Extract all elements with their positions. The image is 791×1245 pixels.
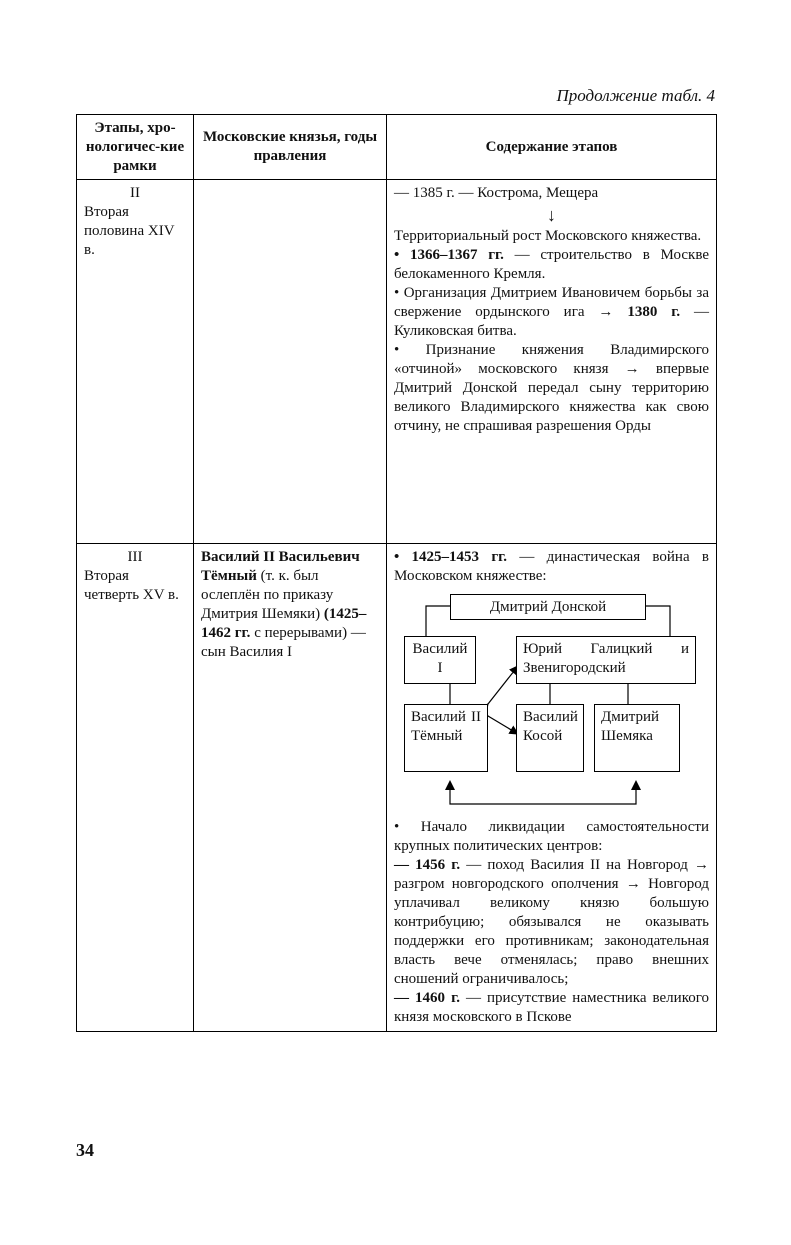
stage-period: Вторая четверть XV в.	[84, 568, 179, 603]
paragraph-text: — строительство в Москве белокаменного Кремля.	[394, 247, 709, 282]
box-vasily-ii: Василий II Тёмный	[404, 704, 488, 772]
dynasty-diagram	[404, 592, 700, 814]
table-caption: Продолжение табл. 4	[556, 86, 715, 105]
stage-cell	[77, 544, 194, 1032]
box-vasily-kosoy: Василий Косой	[516, 704, 584, 772]
content-paragraph: • Начало ликвидации самостоятельности крупных политических центров:	[394, 819, 709, 854]
stage-number: III	[127, 549, 143, 565]
paragraph-text: — династическая война в Московском княжестве:	[394, 549, 710, 584]
date-bold: 1380 г.	[627, 304, 681, 320]
date-bold: • 1366–1367 гг.	[394, 247, 504, 263]
box-dmitry-donskoy: Дмитрий Донской	[450, 594, 646, 620]
box-vasily-i: Василий I	[404, 636, 476, 684]
content-paragraph	[394, 284, 709, 341]
prince-text: (т. к. был ослеплён по приказу Дмитрия Шемяки)	[201, 568, 334, 622]
header-content: Содержание этапов	[387, 115, 717, 180]
diagram-connectors	[404, 592, 700, 814]
content-paragraph	[394, 548, 709, 586]
date-bold: • 1425–1453 гг.	[394, 549, 508, 565]
paragraph-text: — присутствие наместника великого князя московского в Пскове	[394, 990, 709, 1025]
stage-cell	[77, 180, 194, 544]
box-dmitry-shemyaka: Дмитрий Шемяка	[594, 704, 680, 772]
content-cell	[387, 544, 717, 1032]
stage-period: Вторая половина XIV в.	[84, 204, 175, 258]
box-yury: Юрий Галицкий и Звенигородский	[516, 636, 696, 684]
prince-cell	[194, 544, 387, 1032]
header-stages: Этапы, хро-нологичес-кие рамки	[77, 115, 194, 180]
prince-name: Василий II Васильевич Тёмный	[201, 549, 360, 584]
prince-text: с перерывами) — сын Василия I	[201, 625, 366, 660]
content-line: — 1385 г. — Кострома, Мещера	[394, 185, 599, 201]
stage-number: II	[130, 185, 140, 201]
content-paragraph	[394, 246, 709, 284]
prince-cell	[194, 180, 387, 544]
content-paragraph	[394, 989, 709, 1027]
content-cell	[387, 180, 717, 544]
page-number: 34	[76, 1140, 94, 1160]
history-table	[76, 114, 717, 1032]
header-princes: Московские князья, годы правления	[194, 115, 387, 180]
date-bold: — 1456 г.	[394, 857, 461, 873]
table-row	[77, 544, 717, 1032]
paragraph-text: — Куликовская битва.	[394, 304, 709, 339]
content-paragraph: Территориальный рост Московского княжества.	[394, 228, 702, 244]
content-paragraph: • Признание княжения Владимирского «отчиной» московского князя → впервые Дмитрий Донской передал сыну территорию великого Владимирского княжества как свою отчину, не спрашивая разрешения Орды	[394, 342, 709, 434]
paragraph-text: • Организация Дмитрием Ивановичем борьбы за свержение ордынского ига →	[394, 285, 709, 320]
date-bold: — 1460 г.	[394, 990, 460, 1006]
reign-years: (1425–1462 гг.	[201, 606, 367, 641]
table-row	[77, 180, 717, 544]
paragraph-text: — поход Василия II на Новгород → разгром новгородского ополчения → Новгород уплачивал великому князю большую контрибуцию; обязывался не оказывать поддержки его противникам; законодательная власть вече отменялась; право внешних сношений ограничивалось;	[394, 857, 709, 987]
header-row	[77, 115, 717, 180]
content-paragraph	[394, 856, 709, 989]
arrow-down-icon: ↓	[547, 205, 556, 225]
prince-description	[201, 548, 379, 662]
